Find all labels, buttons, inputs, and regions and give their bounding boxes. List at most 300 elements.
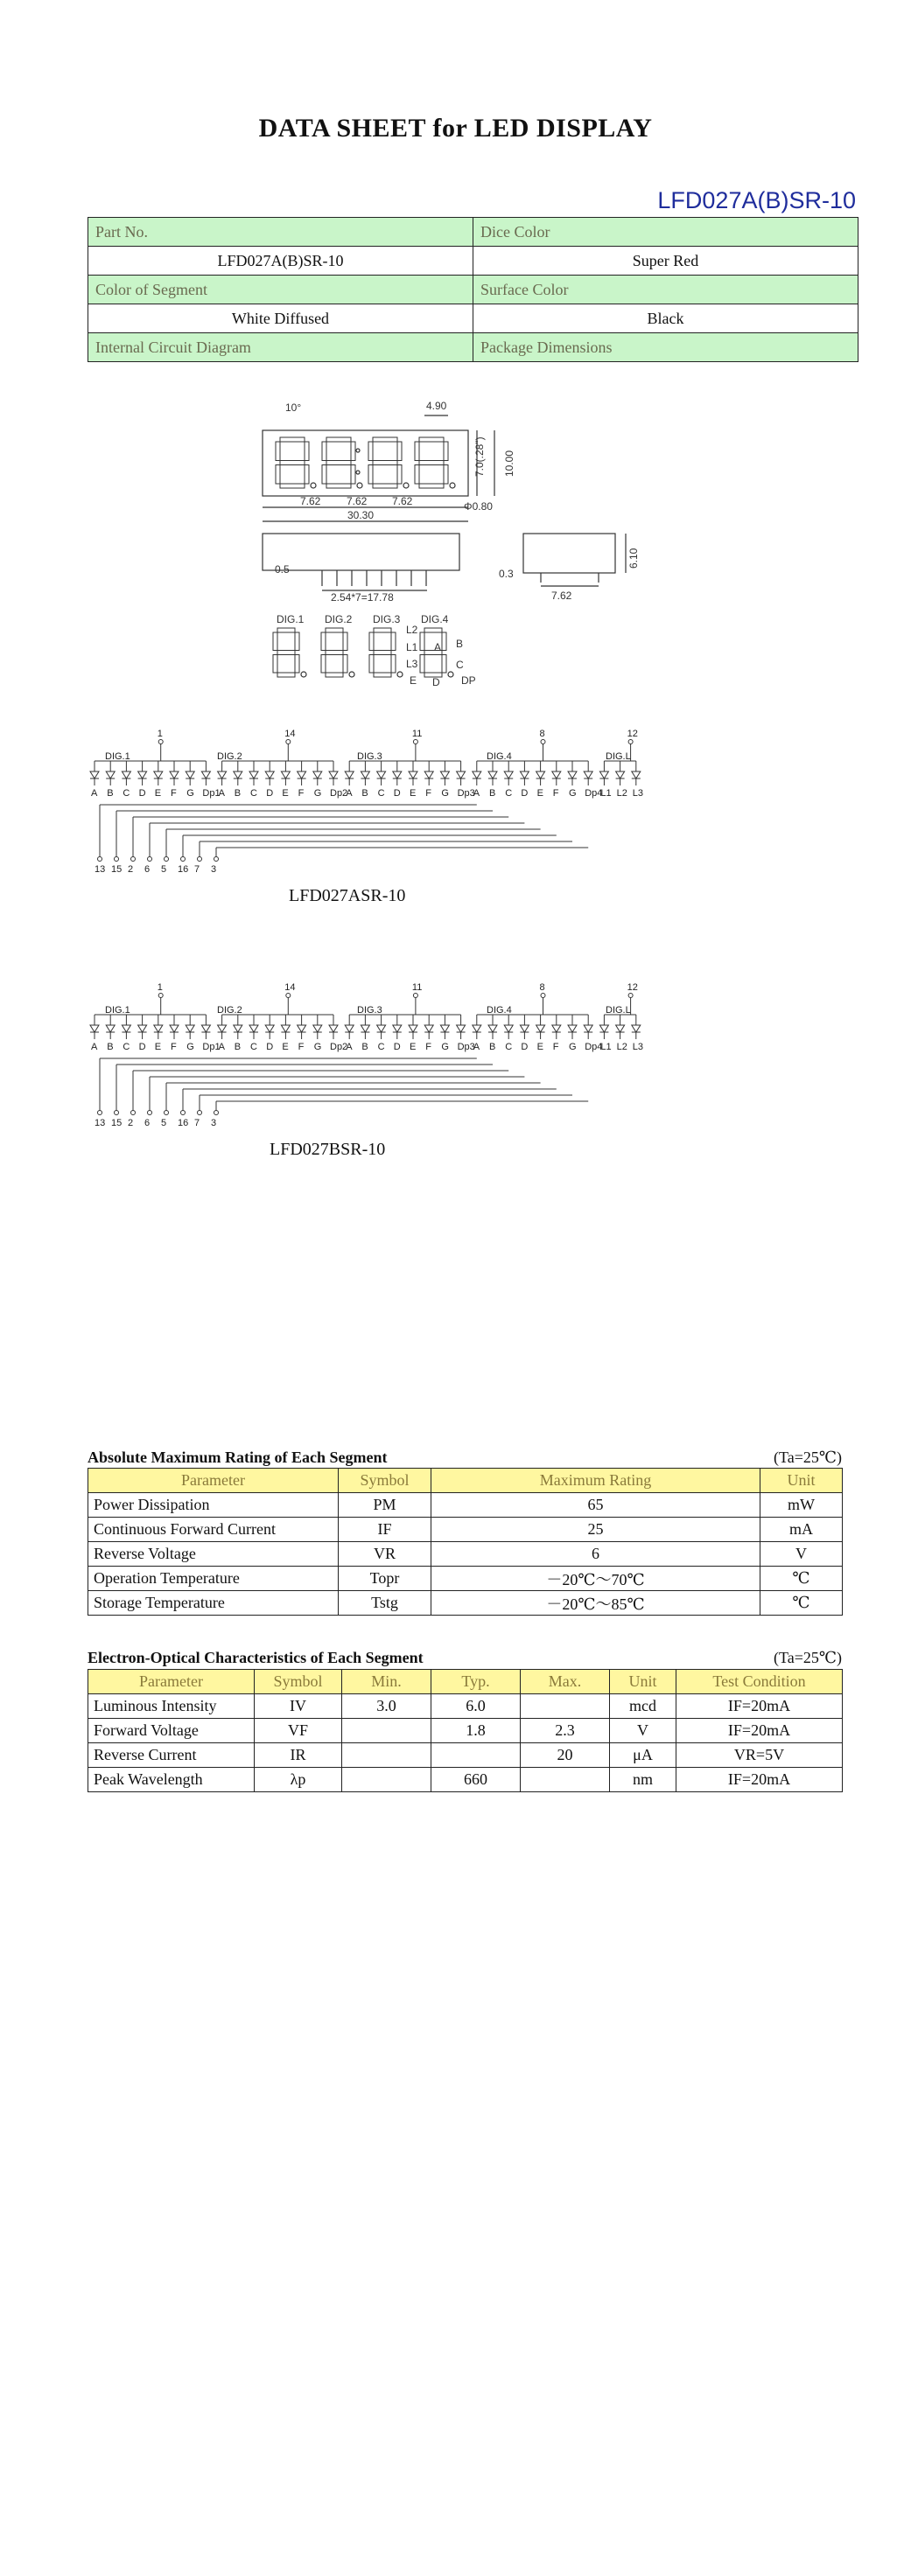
segment-pin — [198, 857, 202, 862]
diode — [345, 1025, 354, 1032]
table-row — [88, 1567, 843, 1591]
eo-cell: λp — [255, 1768, 342, 1792]
surface-color-label: Surface Color — [473, 276, 858, 304]
segment-label: E — [536, 788, 543, 799]
diode — [218, 771, 227, 778]
diode — [218, 1025, 227, 1032]
segment-pin — [165, 857, 169, 862]
segment-label: Dp4 — [585, 1042, 603, 1052]
digit-label: DIG.1 — [105, 1005, 130, 1016]
side-pin-label: 0.3 — [499, 568, 514, 580]
table-row — [88, 1518, 843, 1542]
abs-cell: －20℃～70℃ — [431, 1567, 760, 1591]
abs-cell: Topr — [339, 1567, 431, 1591]
segment-label: F — [171, 788, 177, 799]
seg-a-label: A — [434, 641, 442, 653]
side-width-label: 7.62 — [551, 590, 572, 602]
height-a-label: 7.0(.28") — [473, 436, 486, 477]
diode — [536, 771, 545, 778]
segment-label: G — [441, 1042, 449, 1052]
segment-label: Dp1 — [202, 1042, 221, 1052]
dice-color-value: Super Red — [473, 247, 858, 276]
segment-label: E — [154, 1042, 162, 1052]
eo-table — [88, 1669, 843, 1792]
digit-pin-number: 11 — [411, 982, 423, 993]
segment-pin — [181, 857, 186, 862]
circuit-diagrams — [0, 0, 911, 1181]
segment-label: G — [441, 788, 449, 799]
digit-pin-number: 14 — [284, 729, 296, 739]
segment-label: A — [218, 1042, 225, 1052]
segment-label: C — [250, 1042, 257, 1052]
segment-label: F — [425, 1042, 431, 1052]
diode — [329, 771, 338, 778]
angle-label: 10° — [285, 401, 302, 414]
segment-label: B — [489, 788, 496, 799]
segment-pin-number: 13 — [95, 1118, 106, 1128]
diode — [488, 1025, 497, 1032]
diode — [520, 1025, 529, 1032]
digit-pin — [158, 994, 163, 998]
segment-pin — [98, 857, 102, 862]
segment-pin-number: 15 — [111, 1118, 123, 1128]
diode — [552, 1025, 561, 1032]
diode — [122, 771, 130, 778]
eo-cell: 20 — [521, 1743, 610, 1768]
abs-cell: V — [760, 1542, 843, 1567]
seg-l2-label: L2 — [406, 624, 418, 636]
diode — [154, 771, 163, 778]
eo-cell: Luminous Intensity — [88, 1694, 255, 1719]
segment-pin-number: 5 — [161, 1118, 167, 1128]
diode — [201, 771, 210, 778]
segment-pin — [131, 857, 136, 862]
diode — [599, 1025, 608, 1032]
diode — [584, 1025, 592, 1032]
circuit-a — [90, 729, 643, 875]
segment-pin — [148, 1111, 152, 1115]
abs-max-condition: (Ta=25℃) — [773, 1449, 842, 1466]
pin-diameter-label: Φ0.80 — [464, 500, 493, 513]
diode — [457, 1025, 466, 1032]
diode — [616, 771, 625, 778]
surface-color-value: Black — [473, 304, 858, 333]
diode — [632, 771, 641, 778]
digit-pin-number: 8 — [539, 982, 545, 993]
segment-label: A — [346, 1042, 353, 1052]
segment-label: L3 — [632, 1042, 644, 1052]
segment-label: B — [107, 1042, 114, 1052]
eo-cell: IR — [255, 1743, 342, 1768]
segment-pin — [148, 857, 152, 862]
digit-label: DIG.2 — [217, 751, 242, 762]
eo-cell — [431, 1743, 521, 1768]
pin-length-label: 0.5 — [275, 563, 290, 576]
eo-cell: Peak Wavelength — [88, 1768, 255, 1792]
digit-label: DIG.L — [606, 1005, 631, 1016]
digit-label: DIG.1 — [105, 751, 130, 762]
abs-cell: IF — [339, 1518, 431, 1542]
digit-label: DIG.3 — [357, 1005, 382, 1016]
abs-header: Unit — [760, 1469, 843, 1493]
digit-pin-number: 14 — [284, 982, 296, 993]
segment-label: G — [313, 788, 322, 799]
abs-header: Parameter — [88, 1469, 339, 1493]
diode — [298, 1025, 306, 1032]
digit-pin — [413, 740, 417, 744]
circuit-b — [90, 982, 643, 1128]
digit-pin-number: 12 — [627, 729, 638, 739]
pkg-dig3-label: DIG.3 — [373, 613, 401, 625]
abs-max-table — [88, 1468, 843, 1616]
segment-label: Dp3 — [457, 1042, 475, 1052]
seg-d-label: D — [432, 676, 440, 688]
height-b-label: 10.00 — [503, 450, 515, 477]
segment-label: A — [473, 788, 480, 799]
segment-pin — [214, 857, 219, 862]
dice-color-label: Dice Color — [473, 218, 858, 247]
segment-label: G — [186, 788, 194, 799]
eo-header: Unit — [610, 1670, 676, 1694]
pkg-dig1-label: DIG.1 — [277, 613, 305, 625]
diode — [234, 1025, 242, 1032]
circuit-a-name: LFD027ASR-10 — [289, 886, 406, 905]
diode — [424, 1025, 433, 1032]
eo-cell: 1.8 — [431, 1719, 521, 1743]
abs-cell: ℃ — [760, 1567, 843, 1591]
circuit-diagram-label: Internal Circuit Diagram — [88, 333, 473, 362]
digit-label: DIG.3 — [357, 751, 382, 762]
segment-label: F — [298, 1042, 305, 1052]
abs-cell: Continuous Forward Current — [88, 1518, 339, 1542]
segment-label: G — [186, 1042, 194, 1052]
eo-header: Symbol — [255, 1670, 342, 1694]
diode — [536, 1025, 545, 1032]
diode — [154, 1025, 163, 1032]
eo-cell: V — [610, 1719, 676, 1743]
table-row — [88, 1743, 843, 1768]
abs-header: Symbol — [339, 1469, 431, 1493]
segment-pin-number: 6 — [144, 1118, 151, 1128]
segment-pin-number: 3 — [211, 864, 217, 875]
eo-cell: 2.3 — [521, 1719, 610, 1743]
pkg-dig2-label: DIG.2 — [325, 613, 353, 625]
segment-pin-number: 6 — [144, 864, 151, 875]
eo-cell: IF=20mA — [676, 1768, 843, 1792]
diode — [377, 1025, 386, 1032]
page-title: DATA SHEET for LED DISPLAY — [258, 114, 653, 143]
segment-pin — [214, 1111, 219, 1115]
diode — [409, 1025, 417, 1032]
model-number: LFD027A(B)SR-10 — [657, 187, 856, 213]
segment-label: F — [171, 1042, 177, 1052]
abs-cell: Reverse Voltage — [88, 1542, 339, 1567]
eo-cell: VF — [255, 1719, 342, 1743]
diode — [265, 771, 274, 778]
segment-pin — [115, 857, 119, 862]
digit-pin-number: 1 — [157, 729, 163, 739]
segment-pin-number: 16 — [178, 1118, 189, 1128]
seg-l3-label: L3 — [406, 658, 418, 670]
diode — [473, 1025, 481, 1032]
diode — [632, 1025, 641, 1032]
part-no-label: Part No. — [88, 218, 473, 247]
diode — [186, 771, 194, 778]
eo-cell: 3.0 — [342, 1694, 431, 1719]
eo-cell: IF=20mA — [676, 1719, 843, 1743]
segment-label: Dp4 — [585, 788, 603, 799]
eo-cell: nm — [610, 1768, 676, 1792]
segment-label: F — [425, 788, 431, 799]
diode — [361, 1025, 369, 1032]
segment-label: G — [313, 1042, 322, 1052]
abs-cell: Tstg — [339, 1591, 431, 1616]
segment-label: A — [218, 788, 225, 799]
segment-label: L2 — [616, 788, 627, 799]
diode — [313, 771, 322, 778]
pitch-3-label: 7.62 — [392, 495, 413, 507]
seg-e-label: E — [410, 674, 417, 687]
diode — [201, 1025, 210, 1032]
diode — [90, 1025, 99, 1032]
segment-label: Dp2 — [330, 1042, 348, 1052]
segment-pin-number: 7 — [194, 864, 200, 875]
segment-pin-number: 5 — [161, 864, 167, 875]
eo-cell: IF=20mA — [676, 1694, 843, 1719]
eo-cell: 660 — [431, 1768, 521, 1792]
digit-pin — [541, 740, 545, 744]
table-row — [88, 1768, 843, 1792]
seg-b-label: B — [456, 638, 464, 650]
diode — [552, 771, 561, 778]
diode — [265, 1025, 274, 1032]
segment-label: C — [505, 788, 513, 799]
segment-label: D — [266, 788, 274, 799]
digit-pin — [158, 740, 163, 744]
diode — [186, 1025, 194, 1032]
diode — [504, 771, 513, 778]
table-row — [88, 1591, 843, 1616]
segment-label: L1 — [600, 1042, 612, 1052]
segment-label: G — [569, 788, 577, 799]
package-dimensions-label: Package Dimensions — [473, 333, 858, 362]
segment-label: Dp1 — [202, 788, 221, 799]
segment-label: B — [234, 788, 242, 799]
diode — [249, 771, 258, 778]
segment-label: E — [410, 788, 417, 799]
segment-label: B — [361, 788, 368, 799]
segment-pin — [181, 1111, 186, 1115]
segment-label: F — [552, 1042, 559, 1052]
abs-cell: mA — [760, 1518, 843, 1542]
diode — [138, 771, 147, 778]
segment-label: D — [138, 788, 146, 799]
abs-cell: VR — [339, 1542, 431, 1567]
diode — [329, 1025, 338, 1032]
part-no-value: LFD027A(B)SR-10 — [88, 247, 473, 276]
abs-cell: PM — [339, 1493, 431, 1518]
segment-label: E — [154, 788, 162, 799]
eo-cell: IV — [255, 1694, 342, 1719]
segment-pin-number: 2 — [128, 1118, 134, 1128]
eo-cell: μA — [610, 1743, 676, 1768]
circuit-b-name: LFD027BSR-10 — [270, 1140, 386, 1159]
digit-pin — [286, 994, 291, 998]
segment-pin — [165, 1111, 169, 1115]
digit-label: DIG.2 — [217, 1005, 242, 1016]
eo-cell — [521, 1768, 610, 1792]
segment-label: A — [91, 788, 98, 799]
segment-label: C — [505, 1042, 513, 1052]
segment-label: C — [250, 788, 257, 799]
digit-width-label: 4.90 — [426, 400, 447, 412]
segment-pin-number: 13 — [95, 864, 106, 875]
seg-dp-label: DP — [461, 674, 476, 687]
diode — [298, 771, 306, 778]
side-height-label: 6.10 — [627, 548, 640, 569]
segment-pin-number: 3 — [211, 1118, 217, 1128]
diode — [313, 1025, 322, 1032]
diode — [440, 771, 449, 778]
abs-cell: 25 — [431, 1518, 760, 1542]
segment-label: A — [91, 1042, 98, 1052]
diode — [138, 1025, 147, 1032]
diode — [568, 771, 577, 778]
digit-pin-number: 8 — [539, 729, 545, 739]
diode — [122, 1025, 130, 1032]
diode — [170, 771, 179, 778]
table-row — [88, 1542, 843, 1567]
diode — [377, 771, 386, 778]
segment-label: C — [123, 1042, 130, 1052]
segment-label: C — [377, 1042, 385, 1052]
diode — [90, 771, 99, 778]
abs-cell: ℃ — [760, 1591, 843, 1616]
diode — [409, 771, 417, 778]
segment-label: D — [521, 788, 529, 799]
diode — [393, 771, 402, 778]
segment-label: A — [473, 1042, 480, 1052]
digit-pin — [628, 994, 633, 998]
eo-header: Min. — [342, 1670, 431, 1694]
segment-label: L2 — [616, 1042, 627, 1052]
diode — [473, 771, 481, 778]
table-row — [88, 1694, 843, 1719]
segment-pin — [115, 1111, 119, 1115]
digit-pin — [413, 994, 417, 998]
segment-label: D — [138, 1042, 146, 1052]
diode — [584, 771, 592, 778]
segment-label: Dp2 — [330, 788, 348, 799]
total-width-label: 30.30 — [347, 509, 375, 521]
segment-label: F — [298, 788, 305, 799]
segment-label: B — [234, 1042, 242, 1052]
pkg-dig4-label: DIG.4 — [421, 613, 449, 625]
segment-label: D — [393, 1042, 401, 1052]
segment-label: B — [489, 1042, 496, 1052]
eo-header: Parameter — [88, 1670, 255, 1694]
abs-max-title: Absolute Maximum Rating of Each Segment — [88, 1449, 388, 1466]
table-row — [88, 1493, 843, 1518]
segment-label: F — [552, 788, 559, 799]
segment-pin-number: 16 — [178, 864, 189, 875]
diode — [281, 1025, 290, 1032]
abs-cell: 65 — [431, 1493, 760, 1518]
segment-label: E — [282, 1042, 289, 1052]
diode — [616, 1025, 625, 1032]
segment-label: L3 — [632, 788, 644, 799]
digit-pin — [541, 994, 545, 998]
segment-label: B — [361, 1042, 368, 1052]
eo-cell: 6.0 — [431, 1694, 521, 1719]
abs-cell: 6 — [431, 1542, 760, 1567]
eo-condition: (Ta=25℃) — [773, 1649, 842, 1666]
digit-pin — [628, 740, 633, 744]
digit-pin-number: 1 — [157, 982, 163, 993]
eo-cell: mcd — [610, 1694, 676, 1719]
eo-cell: VR=5V — [676, 1743, 843, 1768]
segment-pin-number: 7 — [194, 1118, 200, 1128]
diode — [170, 1025, 179, 1032]
pitch-2-label: 7.62 — [347, 495, 368, 507]
seg-c-label: C — [456, 659, 464, 671]
segment-pin — [131, 1111, 136, 1115]
eo-cell — [342, 1768, 431, 1792]
digit-label: DIG.4 — [487, 1005, 512, 1016]
eo-title: Electron-Optical Characteristics of Each Segment — [88, 1649, 424, 1666]
diode — [106, 771, 115, 778]
segment-color-label: Color of Segment — [88, 276, 473, 304]
seg-l1-label: L1 — [406, 641, 418, 653]
diode — [488, 771, 497, 778]
abs-cell: －20℃～85℃ — [431, 1591, 760, 1616]
diode — [520, 771, 529, 778]
segment-label: G — [569, 1042, 577, 1052]
digit-label: DIG.L — [606, 751, 631, 762]
segment-label: E — [410, 1042, 417, 1052]
segment-label: Dp3 — [457, 788, 475, 799]
segment-label: C — [377, 788, 385, 799]
segment-color-value: White Diffused — [88, 304, 473, 333]
diode — [504, 1025, 513, 1032]
segment-label: D — [266, 1042, 274, 1052]
eo-cell — [521, 1694, 610, 1719]
diode — [393, 1025, 402, 1032]
diode — [599, 771, 608, 778]
eo-header: Typ. — [431, 1670, 521, 1694]
digit-label: DIG.4 — [487, 751, 512, 762]
diode — [249, 1025, 258, 1032]
eo-cell — [342, 1743, 431, 1768]
digit-pin-number: 11 — [411, 729, 423, 739]
diode — [234, 771, 242, 778]
pin-pitch-label: 2.54*7=17.78 — [331, 591, 394, 604]
digit-pin-number: 12 — [627, 982, 638, 993]
abs-cell: Operation Temperature — [88, 1567, 339, 1591]
pitch-1-label: 7.62 — [300, 495, 321, 507]
segment-pin — [98, 1111, 102, 1115]
digit-pin — [286, 740, 291, 744]
segment-label: C — [123, 788, 130, 799]
table-row — [88, 1719, 843, 1743]
eo-header: Max. — [521, 1670, 610, 1694]
eo-cell: Forward Voltage — [88, 1719, 255, 1743]
eo-cell — [342, 1719, 431, 1743]
diode — [106, 1025, 115, 1032]
segment-pin-number: 15 — [111, 864, 123, 875]
segment-label: L1 — [600, 788, 612, 799]
segment-label: A — [346, 788, 353, 799]
